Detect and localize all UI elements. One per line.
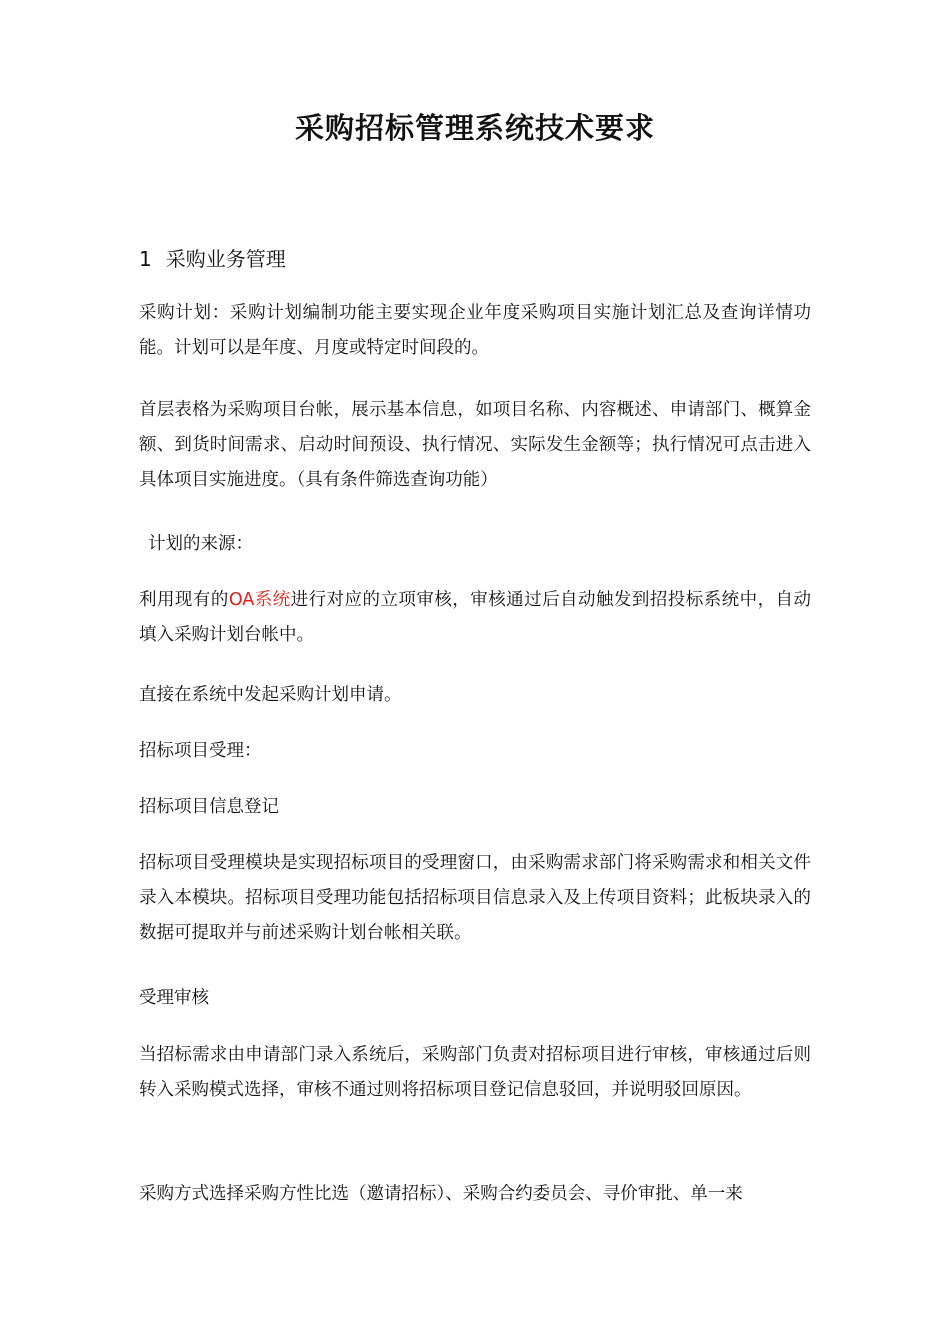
paragraph-bidding-registration: 招标项目信息登记 (139, 797, 279, 817)
oa-system-highlight: OA系统 (228, 590, 291, 610)
oa-text-after: 进行对应的立项审核，审核通过后自动触发到招投标系统中，自动填入采购计划台帐中。 (139, 590, 812, 645)
paragraph-direct-apply: 直接在系统中发起采购计划申请。 (139, 685, 402, 705)
paragraph-procurement-method: 采购方式选择采购方性比选（邀请招标）、采购合约委员会、寻价审批、单一来 (139, 1184, 743, 1204)
section-heading (139, 244, 286, 274)
paragraph-bidding-acceptance: 招标项目受理： (139, 741, 262, 761)
section-title: 采购业务管理 (165, 247, 286, 271)
section-number: 1 (139, 247, 152, 271)
paragraph-procurement-plan: 采购计划：采购计划编制功能主要实现企业年度采购项目实施计划汇总及查询详情功能。计划可以是年度、月度或特定时间段的。 (139, 303, 811, 358)
paragraph-oa-source (139, 583, 811, 653)
oa-text-before: 利用现有的 (139, 590, 229, 610)
paragraph-acceptance-review: 受理审核 (139, 988, 209, 1008)
paragraph-review-process: 当招标需求由申请部门录入系统后，采购部门负责对招标项目进行审核，审核通过后则转入采购模式选择，审核不通过则将招标项目登记信息驳回，并说明驳回原因。 (139, 1045, 811, 1100)
paragraph-acceptance-module: 招标项目受理模块是实现招标项目的受理窗口，由采购需求部门将采购需求和相关文件录入本模块。招标项目受理功能包括招标项目信息录入及上传项目资料；此板块录入的数据可提取并与前述采购计划台帐相关联。 (139, 853, 811, 943)
document-title: 采购招标管理系统技术要求 (294, 111, 655, 145)
paragraph-ledger-table: 首层表格为采购项目台帐，展示基本信息，如项目名称、内容概述、申请部门、概算金额、到货时间需求、启动时间预设、执行情况、实际发生金额等；执行情况可点击进入具体项目实施进度。（具有条件筛选查询功能） (139, 400, 811, 490)
paragraph-plan-source: 计划的来源： (148, 534, 253, 554)
